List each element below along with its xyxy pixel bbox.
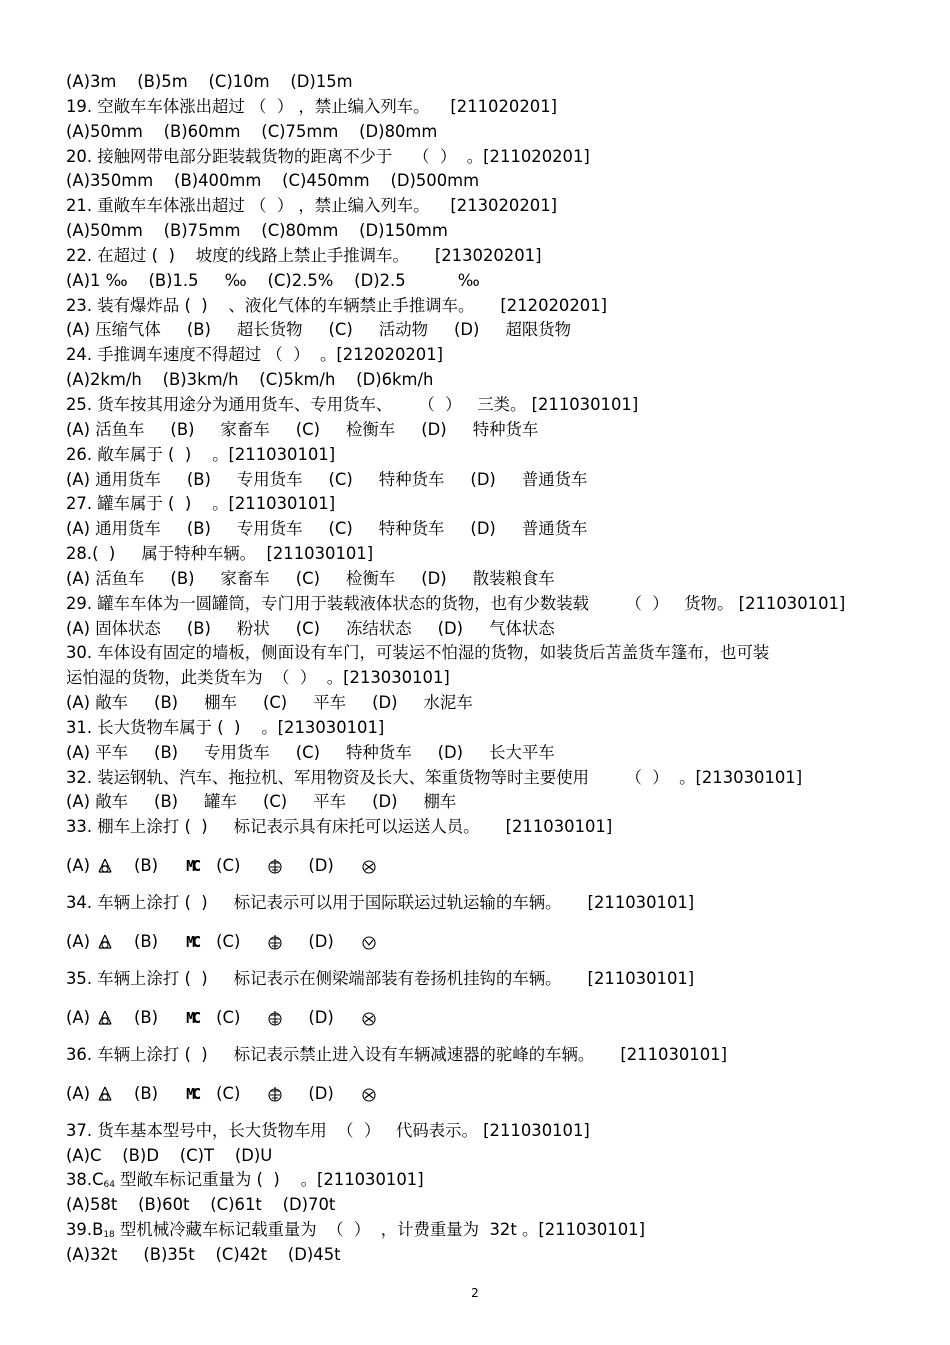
option-b-label: (B) (134, 1007, 159, 1027)
option-c-label: (C) (216, 1083, 241, 1103)
text-line: 35. 车辆上涂打 ( ) 标记表示在侧梁端部装有卷扬机挂钩的车辆。 [211030101] (66, 969, 695, 988)
text-line: (A) 平车 (B) 专用货车 (C) 特种货车 (D) 长大平车 (66, 742, 555, 762)
text-line: 运怕湿的货物，此类货车为 （ ） 。[213030101] (66, 668, 450, 688)
text-line: (A) 活鱼车 (B) 家畜车 (C) 检衡车 (D) 散装粮食车 (66, 568, 555, 588)
question-body: 型机械冷藏车标记载重量为 （ ） ，计费重量为 32t 。[211030101] (114, 1220, 645, 1240)
bed-mark-icon (96, 933, 114, 951)
text-line: 32. 装运钢轨、汽车、拖拉机、军用物资及长大、笨重货物等时主要使用 （ ） 。[213030101] (66, 767, 803, 787)
text-line: 30. 车体设有固定的墙板，侧面设有车门，可装运不怕湿的货物，如装货后苫盖货车篷布，也可装 (66, 643, 770, 663)
text-line: (A) 通用货车 (B) 专用货车 (C) 特种货车 (D) 普通货车 (66, 519, 588, 539)
text-line: 25. 货车按其用途分为通用货车、专用货车、 （ ） 三类。 [211030101] (66, 394, 639, 414)
option-a-label: (A) (66, 1007, 91, 1027)
document-page (66, 70, 906, 1268)
bed-mark-icon (96, 857, 114, 875)
option-c-label: (C) (216, 1007, 241, 1027)
no-hump-mark-icon (360, 933, 378, 951)
option-b-label: (B) (134, 1083, 159, 1103)
option-d-label: (D) (308, 1083, 334, 1103)
international-mc-mark: MC (186, 1008, 199, 1027)
symbol-options-row (66, 1006, 906, 1030)
text-line: (A)3m (B)5m (C)10m (D)15m (66, 72, 353, 91)
text-line: 28.( ) 属于特种车辆。 [211030101] (66, 544, 374, 564)
option-b-label: (B) (134, 932, 159, 951)
option-d-label: (D) (308, 1007, 334, 1027)
winch-mark-icon (266, 933, 284, 951)
text-line: 33. 棚车上涂打 ( ) 标记表示具有床托可以运送人员。 [211030101] (66, 817, 613, 837)
question-prefix: 39.B (66, 1220, 104, 1240)
symbol-options-row (66, 854, 906, 878)
text-line: 27. 罐车属于 ( ) 。[211030101] (66, 494, 336, 514)
no-hump-mark-icon (360, 857, 378, 875)
model-subscript: 64 (103, 1180, 115, 1191)
text-line: 36. 车辆上涂打 ( ) 标记表示禁止进入设有车辆减速器的驼峰的车辆。 [211030101] (66, 1044, 727, 1064)
text-line: 26. 敞车属于 ( ) 。[211030101] (66, 444, 336, 464)
text-line (66, 1218, 906, 1243)
text-line: 29. 罐车车体为一圆罐筒，专门用于装载液体状态的货物，也有少数装载 （ ） 货物。 [211030101] (66, 593, 846, 613)
text-line: 22. 在超过 ( ) 坡度的线路上禁止手推调车。 [213020201] (66, 245, 542, 265)
text-line: (A) 固体状态 (B) 粉状 (C) 冻结状态 (D) 气体状态 (66, 618, 555, 638)
international-mc-mark: MC (186, 933, 199, 951)
page-number: 2 (471, 1286, 479, 1300)
symbol-options-row (66, 930, 906, 954)
option-b-label: (B) (134, 856, 159, 876)
option-a-label: (A) (66, 856, 91, 876)
text-line: (A) 敞车 (B) 棚车 (C) 平车 (D) 水泥车 (66, 693, 473, 713)
text-line: (A)2km/h (B)3km/h (C)5km/h (D)6km/h (66, 370, 434, 390)
text-line: (A) 活鱼车 (B) 家畜车 (C) 检衡车 (D) 特种货车 (66, 419, 539, 439)
bed-mark-icon (96, 1085, 114, 1103)
text-line (66, 1168, 906, 1193)
text-line: (A)50mm (B)75mm (C)80mm (D)150mm (66, 221, 448, 241)
text-line: 23. 装有爆炸品 ( ) 、液化气体的车辆禁止手推调车。 [212020201] (66, 295, 608, 315)
text-line: (A)C (B)D (C)T (D)U (66, 1145, 273, 1165)
text-line: (A) 通用货车 (B) 专用货车 (C) 特种货车 (D) 普通货车 (66, 469, 588, 489)
text-line: 34. 车辆上涂打 ( ) 标记表示可以用于国际联运过轨运输的车辆。 [211030101] (66, 893, 695, 913)
text-line: 20. 接触网带电部分距装载货物的距离不少于 （ ） 。[211020201] (66, 146, 590, 166)
model-subscript: 18 (103, 1230, 115, 1241)
text-line: (A) 敞车 (B) 罐车 (C) 平车 (D) 棚车 (66, 792, 457, 812)
text-line: (A)58t (B)60t (C)61t (D)70t (66, 1195, 336, 1215)
question-prefix: 38.C (66, 1170, 104, 1190)
international-mc-mark: MC (186, 1084, 199, 1103)
option-d-label: (D) (308, 932, 334, 951)
text-line: 24. 手推调车速度不得超过 （ ） 。[212020201] (66, 345, 444, 365)
text-line: 37. 货车基本型号中，长大货物车用 （ ） 代码表示。 [211030101] (66, 1120, 590, 1140)
text-line: (A)32t (B)35t (C)42t (D)45t (66, 1244, 341, 1264)
option-c-label: (C) (216, 932, 241, 951)
no-hump-mark-icon (360, 1085, 378, 1103)
option-a-label: (A) (66, 1083, 91, 1103)
option-a-label: (A) (66, 932, 91, 951)
text-line: (A)50mm (B)60mm (C)75mm (D)80mm (66, 121, 438, 141)
text-line: 19. 空敞车车体涨出超过 （ ） ，禁止编入列车。 [211020201] (66, 96, 558, 116)
option-d-label: (D) (308, 856, 334, 876)
text-line: (A)350mm (B)400mm (C)450mm (D)500mm (66, 171, 480, 191)
text-line: 31. 长大货物车属于 ( ) 。[213030101] (66, 717, 385, 737)
symbol-options-row (66, 1082, 906, 1106)
text-line: 21. 重敞车车体涨出超过 （ ） ，禁止编入列车。 [213020201] (66, 196, 558, 216)
winch-mark-icon (266, 857, 284, 875)
question-body: 型敞车标记重量为 ( ) 。[211030101] (114, 1170, 424, 1190)
international-mc-mark: MC (186, 857, 199, 876)
winch-mark-icon (266, 1009, 284, 1027)
winch-mark-icon (266, 1085, 284, 1103)
option-c-label: (C) (216, 856, 241, 876)
no-hump-mark-icon (360, 1009, 378, 1027)
text-line: (A)1 ‰ (B)1.5 ‰ (C)2.5% (D)2.5 ‰ (66, 270, 480, 290)
bed-mark-icon (96, 1009, 114, 1027)
text-line: (A) 压缩气体 (B) 超长货物 (C) 活动物 (D) 超限货物 (66, 320, 572, 340)
